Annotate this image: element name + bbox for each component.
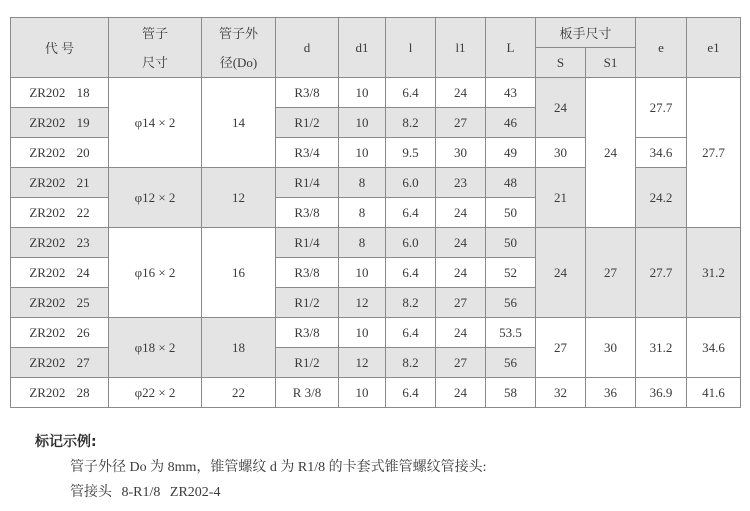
thread-d-cell: R1/2 [276, 348, 339, 378]
l-cell: 6.4 [386, 258, 436, 288]
code-cell: ZR202 23 [11, 228, 109, 258]
e1-cell: 41.6 [687, 378, 741, 408]
e-cell: 31.2 [636, 318, 687, 378]
e1-cell: 31.2 [687, 228, 741, 318]
thread-d-cell: R3/8 [276, 258, 339, 288]
thread-d-cell: R1/4 [276, 168, 339, 198]
pipe-size-cell: φ18 × 2 [109, 318, 202, 378]
l-cell: 6.0 [386, 228, 436, 258]
total-length-cell: 43 [486, 78, 536, 108]
thread-d-cell: R3/8 [276, 318, 339, 348]
header-pipe-od [202, 18, 276, 78]
total-length-cell: 50 [486, 198, 536, 228]
d1-cell: 8 [339, 198, 386, 228]
l-cell: 6.4 [386, 78, 436, 108]
total-length-cell: 48 [486, 168, 536, 198]
thread-d-cell: R1/2 [276, 288, 339, 318]
header-pipe-size-line2: 尺寸 [141, 54, 168, 70]
header-pipe-size-line1: 管子 [141, 25, 168, 41]
thread-d-cell: R1/2 [276, 108, 339, 138]
l1-cell: 23 [436, 168, 486, 198]
pipe-size-cell: φ12 × 2 [109, 168, 202, 228]
pipe-od-cell: 14 [202, 78, 276, 168]
l1-cell: 30 [436, 138, 486, 168]
total-length-cell: 53.5 [486, 318, 536, 348]
wrench-s-cell: 32 [536, 378, 586, 408]
total-length-cell: 49 [486, 138, 536, 168]
thread-d-cell: R1/4 [276, 228, 339, 258]
total-length-cell: 56 [486, 348, 536, 378]
d1-cell: 8 [339, 168, 386, 198]
header-s1: S1 [586, 48, 636, 78]
l-cell: 9.5 [386, 138, 436, 168]
code-cell: ZR202 19 [11, 108, 109, 138]
header-wrench-size: 板手尺寸 [536, 18, 636, 48]
pipe-od-cell: 12 [202, 168, 276, 228]
pipe-size-cell: φ22 × 2 [109, 378, 202, 408]
total-length-cell: 50 [486, 228, 536, 258]
d1-cell: 12 [339, 348, 386, 378]
e-cell: 27.7 [636, 228, 687, 318]
l1-cell: 24 [436, 258, 486, 288]
e-cell: 34.6 [636, 138, 687, 168]
l-cell: 8.2 [386, 288, 436, 318]
header-d1: d1 [339, 18, 386, 78]
d1-cell: 10 [339, 318, 386, 348]
header-row [11, 18, 741, 48]
wrench-s-cell: 21 [536, 168, 586, 228]
thread-d-cell: R3/8 [276, 198, 339, 228]
header-e: e [636, 18, 687, 78]
table-row [11, 378, 741, 408]
e-cell: 24.2 [636, 168, 687, 228]
wrench-s1-cell: 36 [586, 378, 636, 408]
spec-table [10, 17, 741, 408]
header-pipe-size [109, 18, 202, 78]
thread-d-cell: R 3/8 [276, 378, 339, 408]
l1-cell: 27 [436, 108, 486, 138]
d1-cell: 8 [339, 228, 386, 258]
wrench-s1-cell: 27 [586, 228, 636, 318]
header-code: 代 号 [11, 18, 109, 78]
d1-cell: 10 [339, 258, 386, 288]
table-row [11, 318, 741, 348]
header-pipe-od-line1: 管子外 [218, 25, 258, 41]
l1-cell: 24 [436, 78, 486, 108]
d1-cell: 10 [339, 378, 386, 408]
l-cell: 8.2 [386, 108, 436, 138]
example-description: 管子外径 Do 为 8mm，锥管螺纹 d 为 R1/8 的卡套式锥管螺纹管接头: [70, 460, 487, 475]
wrench-s-cell: 24 [536, 78, 586, 138]
pipe-od-cell: 22 [202, 378, 276, 408]
l1-cell: 24 [436, 378, 486, 408]
total-length-cell: 56 [486, 288, 536, 318]
pipe-size-cell: φ16 × 2 [109, 228, 202, 318]
l1-cell: 24 [436, 318, 486, 348]
code-cell: ZR202 28 [11, 378, 109, 408]
code-cell: ZR202 20 [11, 138, 109, 168]
code-cell: ZR202 27 [11, 348, 109, 378]
l1-cell: 27 [436, 348, 486, 378]
e1-cell: 27.7 [687, 78, 741, 228]
d1-cell: 12 [339, 288, 386, 318]
wrench-s1-cell: 30 [586, 318, 636, 378]
header-l1: l1 [436, 18, 486, 78]
code-cell: ZR202 21 [11, 168, 109, 198]
thread-d-cell: R3/4 [276, 138, 339, 168]
example-marking: 管接头 8-R1/8 ZR202-4 [70, 485, 221, 500]
header-total-length: L [486, 18, 536, 78]
total-length-cell: 58 [486, 378, 536, 408]
l1-cell: 24 [436, 228, 486, 258]
pipe-od-cell: 18 [202, 318, 276, 378]
wrench-s1-cell: 24 [586, 78, 636, 228]
thread-d-cell: R3/8 [276, 78, 339, 108]
total-length-cell: 52 [486, 258, 536, 288]
header-l: l [386, 18, 436, 78]
e1-cell: 34.6 [687, 318, 741, 378]
wrench-s-cell: 27 [536, 318, 586, 378]
header-thread-d: d [276, 18, 339, 78]
table-row [11, 228, 741, 258]
code-cell: ZR202 26 [11, 318, 109, 348]
l-cell: 6.4 [386, 198, 436, 228]
code-cell: ZR202 22 [11, 198, 109, 228]
table-row [11, 78, 741, 108]
d1-cell: 10 [339, 108, 386, 138]
header-s: S [536, 48, 586, 78]
d1-cell: 10 [339, 138, 386, 168]
e-cell: 27.7 [636, 78, 687, 138]
l1-cell: 27 [436, 288, 486, 318]
d1-cell: 10 [339, 78, 386, 108]
e-cell: 36.9 [636, 378, 687, 408]
header-e1: e1 [687, 18, 741, 78]
l1-cell: 24 [436, 198, 486, 228]
pipe-od-cell: 16 [202, 228, 276, 318]
l-cell: 8.2 [386, 348, 436, 378]
pipe-size-cell: φ14 × 2 [109, 78, 202, 168]
example-title: 标记示例: [35, 434, 97, 450]
header-pipe-od-line2: 径(Do) [219, 54, 258, 70]
wrench-s-cell: 30 [536, 138, 586, 168]
total-length-cell: 46 [486, 108, 536, 138]
l-cell: 6.4 [386, 318, 436, 348]
code-cell: ZR202 25 [11, 288, 109, 318]
code-cell: ZR202 24 [11, 258, 109, 288]
l-cell: 6.4 [386, 378, 436, 408]
l-cell: 6.0 [386, 168, 436, 198]
wrench-s-cell: 24 [536, 228, 586, 318]
code-cell: ZR202 18 [11, 78, 109, 108]
